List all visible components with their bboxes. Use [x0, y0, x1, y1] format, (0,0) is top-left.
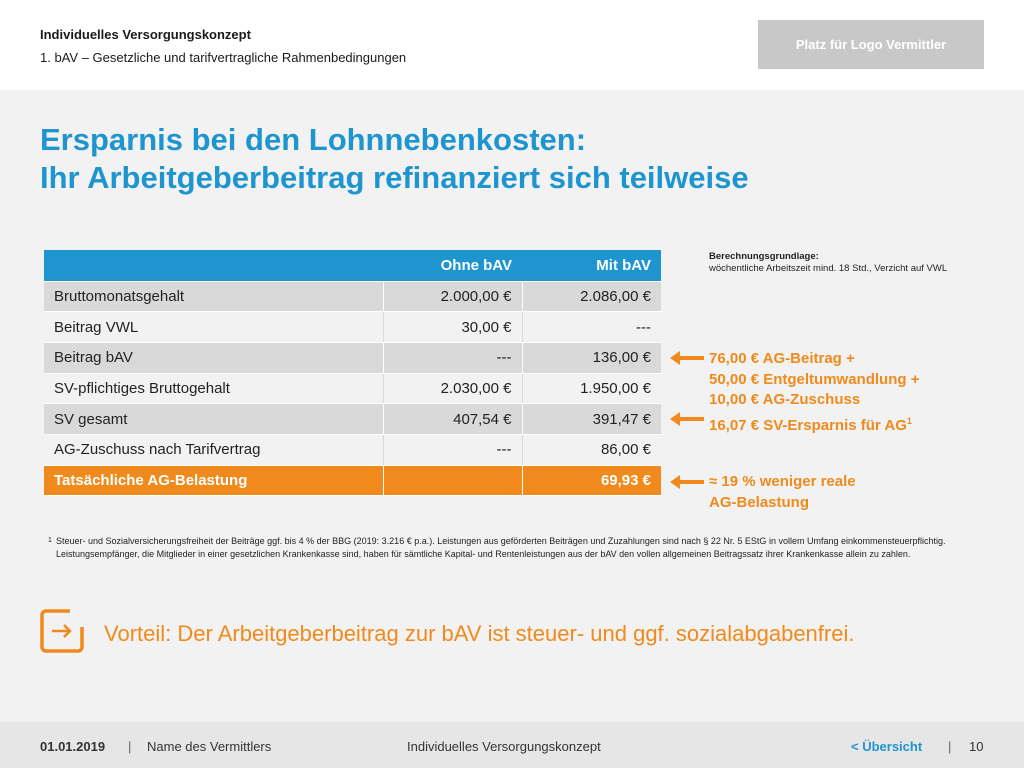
row-label: SV gesamt [44, 404, 383, 435]
table-row [44, 434, 661, 465]
row-mit-bav: --- [522, 312, 661, 343]
calculation-basis-text: wöchentliche Arbeitszeit mind. 18 Std., Verzicht auf VWL [709, 263, 948, 274]
header-subtitle: 1. bAV – Gesetzliche und tarifvertragliche Rahmenbedingungen [40, 50, 407, 65]
reduction-note [709, 472, 856, 513]
comparison-table [44, 250, 661, 496]
row-ohne-bav: --- [383, 434, 522, 465]
row-label: SV-pflichtiges Bruttogehalt [44, 373, 383, 404]
table-header-row [44, 250, 661, 281]
table-header-ohne-bav: Ohne bAV [383, 250, 522, 281]
footnote-number: 1 [48, 537, 52, 544]
row-label: Beitrag VWL [44, 312, 383, 343]
total-label: Tatsächliche AG-Belastung [44, 465, 383, 496]
contribution-line: 76,00 € AG-Beitrag + [709, 350, 855, 367]
calculation-basis [709, 251, 947, 275]
table-row [44, 281, 661, 312]
reduction-line: AG-Belastung [709, 493, 810, 511]
contribution-line: 16,07 € SV-Ersparnis für $AG^1$ [709, 415, 912, 434]
row-ohne-bav: 2.000,00 € [383, 281, 522, 312]
row-mit-bav: 1.950,00 € [522, 373, 661, 404]
arrow-box-icon [40, 609, 84, 653]
row-ohne-bav: 30,00 € [383, 312, 522, 343]
footer-separator: | [948, 739, 952, 754]
footer-concept: Individuelles Versorgungskonzept [407, 739, 601, 754]
left-arrow-icon [670, 474, 704, 490]
page-number: 10 [969, 739, 984, 754]
row-ohne-bav: 407,54 € [383, 404, 522, 435]
total-ohne-bav [383, 465, 522, 496]
row-mit-bav: 136,00 € [522, 342, 661, 373]
row-label: Bruttomonatsgehalt [44, 281, 383, 312]
row-mit-bav: 86,00 € [522, 434, 661, 465]
left-arrow-icon [670, 350, 704, 366]
slide-title-line1: Ersparnis bei den Lohnnebenkosten: [40, 122, 587, 157]
logo-placeholder: Platz für Logo Vermittler [758, 20, 984, 69]
advantage-text: Vorteil: Der Arbeitgeberbeitrag zur bAV ist steuer- und ggf. sozialabgabenfrei. [104, 621, 855, 646]
row-label: AG-Zuschuss nach Tarifvertrag [44, 434, 383, 465]
slide-title-line2: Ihr Arbeitgeberbeitrag refinanziert sich teilweise [40, 160, 749, 195]
table-row [44, 373, 661, 404]
reduction-line: ≈ 19 % weniger reale [709, 473, 856, 490]
table-row [44, 404, 661, 435]
row-label: Beitrag bAV [44, 342, 383, 373]
slide-footer [0, 722, 1024, 768]
overview-link[interactable]: < Übersicht [851, 739, 923, 754]
slide-header [0, 0, 1024, 90]
total-mit-bav: 69,93 € [522, 465, 661, 496]
footnote-text: Steuer- und Sozialversicherungsfreiheit der Beiträge ggf. bis 4 % der BBG (2019: 3.216 € p.a.). Leistungen aus geförderten Beiträgen und Zuzahlungen sind nach § 22 Nr. 5 EStG in vollem Umfang einkommensteuerpflichtig. Leistungsempfänger, die Mitglieder in einer gesetzlichen Krankenkasse sind, haben für sämtliche Kapital- und Rentenleistungen aus der bAV den vollen allgemeinen Beitragssatz ihrer Krankenkasse allein zu zahlen. [56, 536, 946, 559]
header-title: Individuelles Versorgungskonzept [40, 27, 251, 42]
footer-date: 01.01.2019 [40, 739, 106, 754]
footer-separator: | [128, 739, 132, 754]
footer-agent-name: Name des Vermittlers [147, 739, 272, 754]
table-header-mit-bav: Mit bAV [522, 250, 661, 281]
table-row [44, 312, 661, 343]
contribution-line: 50,00 € Entgeltumwandlung + [709, 370, 920, 388]
row-ohne-bav: 2.030,00 € [383, 373, 522, 404]
table-header-empty [44, 250, 383, 281]
table-row [44, 342, 661, 373]
contribution-line: 10,00 € AG-Zuschuss [709, 391, 861, 408]
row-mit-bav: 2.086,00 € [522, 281, 661, 312]
table-total-row [44, 465, 661, 496]
footnote [48, 535, 948, 560]
row-ohne-bav: --- [383, 342, 522, 373]
calculation-basis-label: Berechnungsgrundlage: [709, 251, 819, 262]
footnote-marker: 1 [906, 415, 912, 426]
left-arrow-icon [670, 411, 704, 427]
row-mit-bav: 391,47 € [522, 404, 661, 435]
contribution-breakdown [709, 349, 919, 436]
slide-title [40, 121, 749, 197]
